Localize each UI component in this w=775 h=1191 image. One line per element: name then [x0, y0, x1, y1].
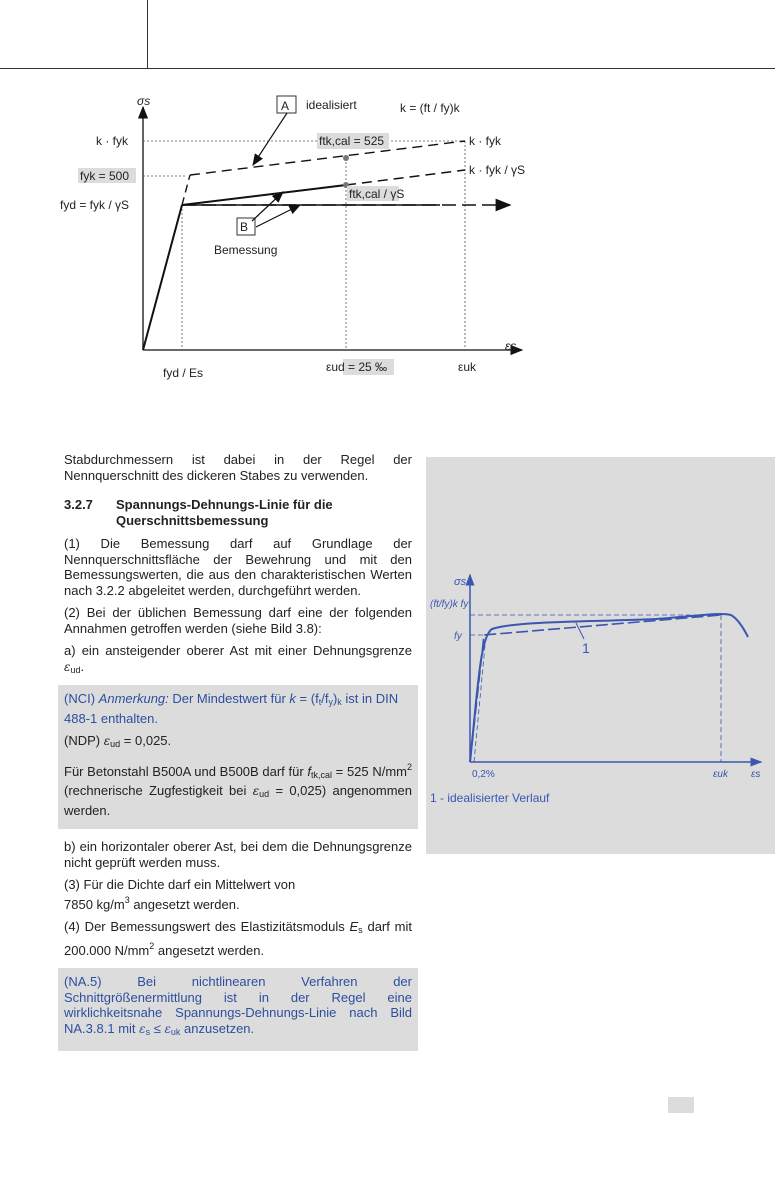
design-branch-dashed: [346, 170, 465, 185]
label-B: B: [240, 220, 249, 234]
fig2-ideal-curve: [470, 615, 721, 762]
paragraph-modulus: (4) Der Bemessungswert des Elastizitätsmoduls $E_s$ darf mit 200.000 $N/mm^2$ angesetzt werden.: [64, 919, 412, 958]
stress-strain-diagram: [0, 85, 560, 395]
idealised-curve-figure: [426, 457, 775, 854]
pointer-B2: [256, 205, 300, 227]
na5-box: [58, 968, 418, 1051]
section-heading: [64, 497, 412, 528]
paragraph-a: [64, 643, 412, 678]
fig2-real-curve: [470, 614, 748, 762]
fig2-fy-label: fy: [454, 631, 462, 642]
header-rule: [0, 68, 775, 69]
fig2-curve-pointer: [576, 623, 584, 639]
fig2-guides: [470, 615, 721, 762]
paragraph-2: (2) Bei der üblichen Bemessung darf eine der folgenden Annahmen getroffen werden (siehe Bild 3.8):: [64, 605, 412, 636]
na5-note: (NA.5) Bei nichtlinearen Verfahren der Schnittgrößenermittlung ist in der Regel eine wirklichkeitsnahe Spannungs-Dehnungs-Linie nach Bild NA.3.8.1 mit $\varepsilon_s \le \varepsilon_{uk}$ anzusetzen.: [64, 974, 412, 1037]
betonstahl-note: Für Betonstahl B500A und B500B darf für $f_{tk,cal} = 525$ $N/mm^2$ (rechnerische Zugfestigkeit bei $\varepsilon_{ud} = 0,025$) angenommen werden.: [64, 761, 412, 818]
point-ftk-cal: [343, 155, 349, 161]
right-label-k-fyk: k · fyk: [469, 134, 501, 148]
k-definition: k = (ft / fy)k: [400, 101, 460, 115]
label-ftk-cal-gamma: ftk,cal / γS: [349, 187, 405, 201]
x-label-euk: εuk: [458, 360, 477, 374]
label-A-text: idealisiert: [306, 98, 357, 112]
paragraph-b: b) ein horizontaler oberer Ast, bei dem die Dehnungsgrenze nicht geprüft werden muss.: [64, 839, 412, 870]
paragraph-1: (1) Die Bemessung darf auf Grundlage der Nennquerschnittsfläche der Bewehrung und mit den Bemessungswerten, die aus den charakteristischen Werten nach 3.2.2 abgeleitet werden, durchgeführt werden.: [64, 536, 412, 598]
y-label-fyk-500: fyk = 500: [80, 169, 130, 183]
fig2-caption: 1 - idealisierter Verlauf: [430, 791, 550, 805]
eps-symbol: ε: [64, 659, 71, 674]
label-ftk-cal-525: ftk,cal = 525: [319, 134, 385, 148]
y-label-fyd: fyd = fyk / γS: [60, 198, 130, 212]
header-divider: [147, 0, 148, 68]
fig2-x-02: 0,2%: [472, 769, 495, 780]
x-label-eud: εud = 25 ‰: [326, 360, 388, 374]
paragraph-a-text: a) ein ansteigender oberer Ast mit einer Dehnungsgrenze: [64, 643, 412, 658]
y-label-k-fyk: k · fyk: [96, 134, 128, 148]
ud-subscript: ud: [70, 664, 81, 675]
section-number: 3.2.7: [64, 497, 93, 512]
x-label-fyd-Es: fyd / Es: [163, 366, 204, 380]
paragraph-a-end: .: [80, 658, 85, 674]
fig2-x-es: εs: [751, 769, 761, 780]
guide-lines: [143, 141, 465, 350]
elastic-line: [143, 205, 182, 350]
ndp-note: (NDP) $\varepsilon_{ud} = 0,025$.: [64, 733, 172, 749]
section-title: Spannungs-Dehnungs-Linie für die Querschnittsbemessung: [116, 497, 333, 528]
label-B-text: Bemessung: [214, 243, 278, 257]
nci-box: [58, 685, 418, 829]
gray-marker: [668, 1097, 694, 1113]
pointer-A: [253, 113, 287, 165]
fig2-ratio-label: (ft/fy)k fy: [430, 599, 469, 610]
idealised-rise: [182, 175, 190, 205]
fig2-x-euk: εuk: [713, 769, 728, 780]
sigma-axis-label: σs: [137, 94, 151, 108]
fig2-sigma-label: σs: [454, 576, 467, 588]
right-label-k-fyk-gamma: k · fyk / γS: [469, 163, 526, 177]
paragraph-density: (3) Für die Dichte darf ein Mittelwert von 7850 $kg/m^3$ angesetzt werden.: [64, 877, 296, 912]
side-figure-box: [426, 457, 775, 854]
design-branch: [182, 185, 346, 205]
main-text-column: [64, 452, 412, 1061]
fig2-curve-label: 1: [582, 640, 590, 656]
epsilon-axis-label: εs: [505, 339, 517, 353]
label-A: A: [281, 99, 290, 113]
nci-note: (NCI) Anmerkung: Der Mindestwert für $k = (f_t/f_y)_k$ ist in DIN 488-1 enthalten.: [64, 691, 399, 726]
intro-paragraph: Stabdurchmessern ist dabei in der Regel der Nennquerschnitt des dickeren Stabes zu verwenden.: [64, 452, 412, 483]
